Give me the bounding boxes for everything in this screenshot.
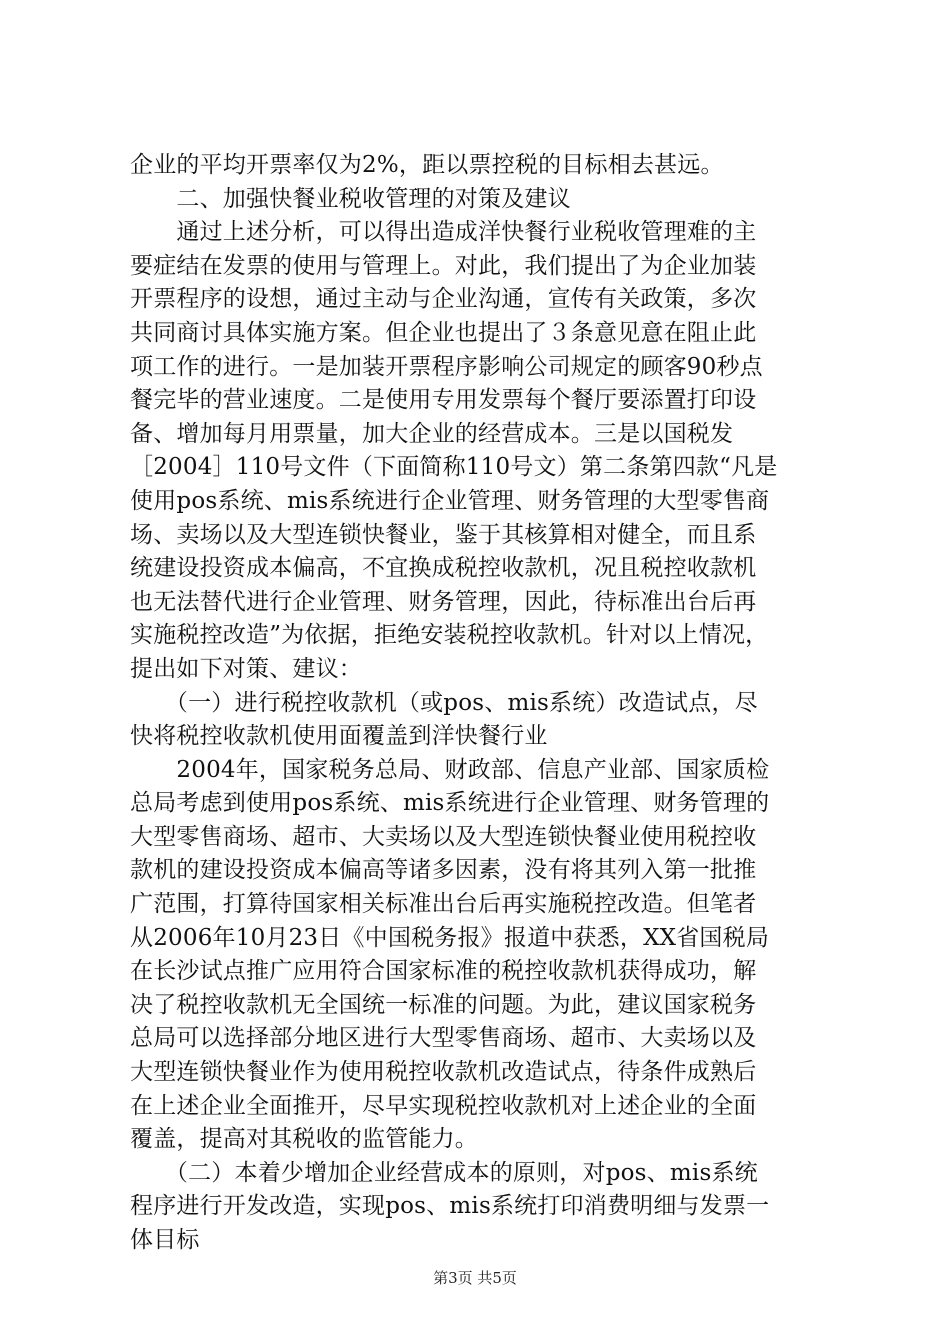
page-number-footer: 第3页 共5页 <box>433 1269 517 1287</box>
text-line: 在长沙试点推广应用符合国家标准的税控收款机获得成功，解 <box>130 958 757 985</box>
text-line: 通过上述分析，可以得出造成洋快餐行业税收管理难的主 <box>130 219 757 246</box>
text-line: 项工作的进行。一是加装开票程序影响公司规定的顾客90秒点 <box>130 353 763 380</box>
text-line: 也无法替代进行企业管理、财务管理，因此，待标准出台后再 <box>130 588 757 615</box>
subsection-heading: （二）本着少增加企业经营成本的原则，对pos、mis系统 <box>130 1159 758 1186</box>
subsection-heading: （一）进行税控收款机（或pos、mis系统）改造试点，尽 <box>130 689 758 716</box>
text-line: 餐完毕的营业速度。二是使用专用发票每个餐厅要添置打印设 <box>130 387 757 414</box>
text-line: 要症结在发票的使用与管理上。对此，我们提出了为企业加装 <box>130 252 757 279</box>
document-body <box>130 149 830 1258</box>
text-line: 大型零售商场、超市、大卖场以及大型连锁快餐业使用税控收 <box>130 823 757 850</box>
text-line: 款机的建设投资成本偏高等诸多因素，没有将其列入第一批推 <box>130 857 757 884</box>
subsection-heading: 快将税控收款机使用面覆盖到洋快餐行业 <box>130 723 548 750</box>
text-line: 在上述企业全面推开，尽早实现税控收款机对上述企业的全面 <box>130 1092 757 1119</box>
text-line: 提出如下对策、建议： <box>130 655 362 682</box>
text-line: 广范围，打算待国家相关标准出台后再实施税控改造。但笔者 <box>130 891 757 918</box>
text-line: 场、卖场以及大型连锁快餐业，鉴于其核算相对健全，而且系 <box>130 521 757 548</box>
text-line: 实施税控改造”为依据，拒绝安装税控收款机。针对以上情况， <box>130 622 769 649</box>
text-line: 总局可以选择部分地区进行大型零售商场、超市、大卖场以及 <box>130 1025 757 1052</box>
text-line: ［2004］110号文件（下面简称110号文）第二条第四款“凡是 <box>130 454 778 481</box>
text-line: 大型连锁快餐业作为使用税控收款机改造试点，待条件成熟后 <box>130 1059 757 1086</box>
section-heading: 二、加强快餐业税收管理的对策及建议 <box>130 185 571 212</box>
text-line: 开票程序的设想，通过主动与企业沟通，宣传有关政策，多次 <box>130 286 757 313</box>
subsection-heading: 体目标 <box>130 1227 200 1253</box>
text-line: 使用pos系统、mis系统进行企业管理、财务管理的大型零售商 <box>130 487 770 514</box>
subsection-heading: 程序进行开发改造，实现pos、mis系统打印消费明细与发票一 <box>130 1193 770 1220</box>
text-line: 从2006年10月23日《中国税务报》报道中获悉，XX省国税局 <box>130 924 770 951</box>
text-line: 2004年，国家税务总局、财政部、信息产业部、国家质检 <box>130 756 770 783</box>
text-line: 覆盖，提高对其税收的监管能力。 <box>130 1126 478 1153</box>
text-line: 统建设投资成本偏高，不宜换成税控收款机，况且税控收款机 <box>130 555 757 582</box>
text-line: 决了税控收款机无全国统一标准的问题。为此，建议国家税务 <box>130 991 757 1018</box>
text-line: 备、增加每月用票量，加大企业的经营成本。三是以国税发 <box>130 420 734 447</box>
text-line: 企业的平均开票率仅为2%，距以票控税的目标相去甚远。 <box>130 152 724 178</box>
text-line: 共同商讨具体实施方案。但企业也提出了３条意见意在阻止此 <box>130 319 757 346</box>
text-line: 总局考虑到使用pos系统、mis系统进行企业管理、财务管理的 <box>130 790 770 817</box>
